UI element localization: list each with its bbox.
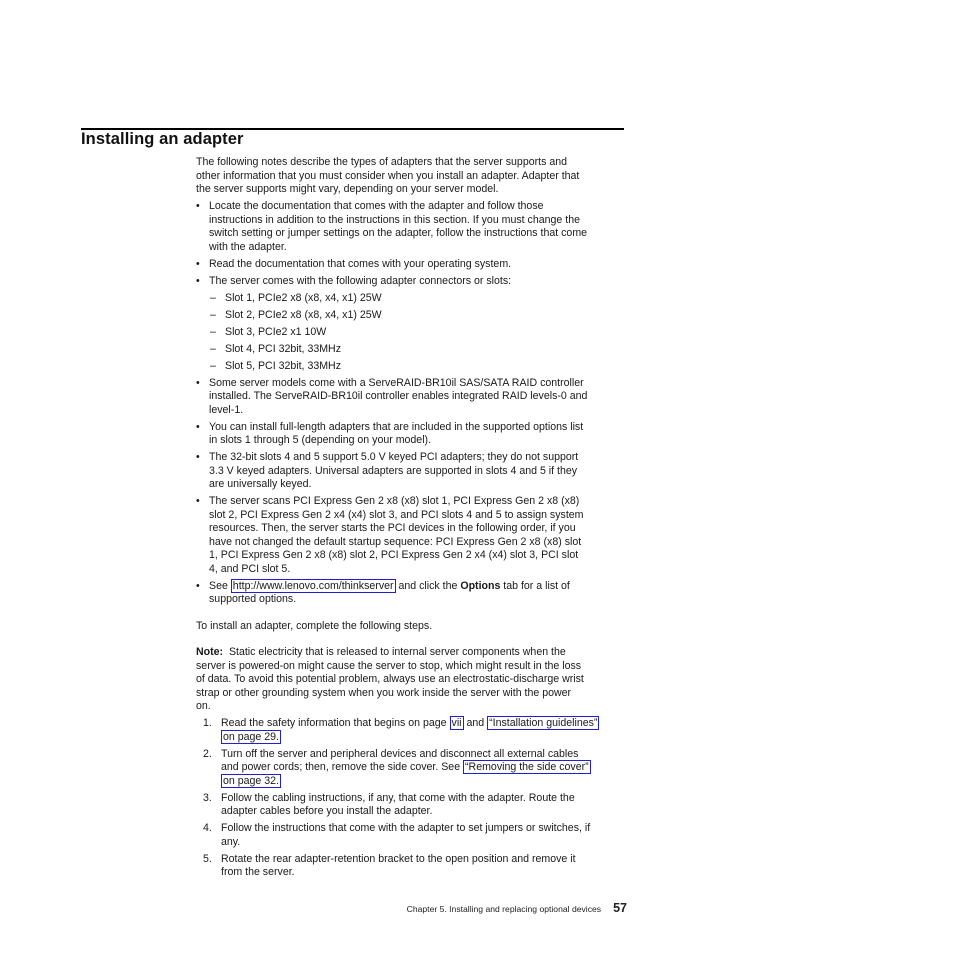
note-paragraph: Note: Static electricity that is released to internal server components when the server is powered-on might cause the server to stop, which might result in the loss of data. To avoid this potential problem, always use an electrostatic-discharge wrist strap or other grounding system when you work inside the server with the power on. xyxy=(196,646,584,712)
thinkserver-link[interactable]: http://www.lenovo.com/thinkserver xyxy=(232,579,394,592)
bullet-icon: • xyxy=(196,495,200,507)
list-item: • The server scans PCI Express Gen 2 x8 (x8) slot 1, PCI Express Gen 2 x8 (x8) slot 2, PCI Express Gen 2 x4 (x4) slot 3, and PCI slots 4 and 5 to assign system resources. Then, the server starts the PCI devices in the following order, if you have not changed the default startup sequence: PCI Express Gen 2 x8 (x8) slot 1, PCI Express Gen 2 x8 (x8) slot 2, PCI Express Gen 2 x4 (x4) slot 3, PCI slot 4, and PCI slot 5. xyxy=(196,495,584,575)
slot-item: – Slot 5, PCI 32bit, 33MHz xyxy=(210,359,341,372)
slot-list xyxy=(209,292,628,374)
options-tab-label: Options xyxy=(460,579,501,592)
section-title: Installing an adapter xyxy=(81,130,244,148)
bullet-icon: • xyxy=(196,257,200,270)
page-number: 57 xyxy=(613,901,627,915)
step-number: 1. xyxy=(203,717,212,729)
removing-side-cover-page-link[interactable]: on page 32. xyxy=(223,774,279,787)
bullet-icon: • xyxy=(196,451,200,463)
bullet-icon: • xyxy=(196,376,200,389)
step-number: 4. xyxy=(203,822,212,834)
step-item: 3. Follow the cabling instructions, if any, that come with the adapter. Route the adapter cables before you install the adapter. xyxy=(203,791,575,817)
steps-list xyxy=(196,717,628,880)
intro-paragraph: The following notes describe the types of adapters that the server supports and other information that you must consider when you install an adapter. Adapter that the server supports might vary, depending on your server model. xyxy=(196,156,580,195)
bullet-icon: • xyxy=(196,579,200,592)
installation-guidelines-page-link[interactable]: on page 29. xyxy=(223,730,279,743)
list-item: • You can install full-length adapters that are included in the supported options list in slots 1 through 5 (depending on your model). xyxy=(196,420,584,446)
dash-icon: – xyxy=(210,342,216,355)
steps-intro: To install an adapter, complete the following steps. xyxy=(196,619,433,632)
list-item: • The server comes with the following adapter connectors or slots: – Slot 1, PCIe2 x8 (x8, x4, x1) 25W – Slot 2, PCIe2 x8 (x8, x4, x1) 25W – Slot 3, PCIe2 x1 10W – Slot 4, PCI 32bit, 33MHz – Slot 5, PCI 32bit, 33MHz xyxy=(196,275,628,374)
list-item: • Read the documentation that comes with your operating system. xyxy=(196,257,512,270)
step-item: 5. Rotate the rear adapter-retention bracket to the open position and remove it from the server. xyxy=(203,852,576,878)
removing-side-cover-link[interactable]: “Removing the side cover” xyxy=(465,761,589,773)
dash-icon: – xyxy=(210,308,216,321)
bullet-icon: • xyxy=(196,200,200,212)
step-item: 4. Follow the instructions that come with the adapter to set jumpers or switches, if any. xyxy=(203,822,591,848)
list-item: • Locate the documentation that comes with the adapter and follow those instructions in addition to the instructions in this section. If you must change the switch setting or jumper settings on the adapter, follow the instructions that come with the adapter. xyxy=(196,200,588,253)
list-item: • See http://www.lenovo.com/thinkserver and click the Options tab for a list of supported options. xyxy=(196,579,570,605)
step-number: 3. xyxy=(203,791,212,804)
dash-icon: – xyxy=(210,325,216,338)
step-item: 2. Turn off the server and peripheral devices and disconnect all external cables and power cords; then, remove the side cover. See “Removing the side cover” on page 32. xyxy=(203,747,589,787)
list-item: • The 32-bit slots 4 and 5 support 5.0 V keyed PCI adapters; they do not support 3.3 V keyed adapters. Universal adapters are supported in slots 4 and 5 if they are universally keyed. xyxy=(196,451,579,490)
step-number: 2. xyxy=(203,747,212,760)
notes-list xyxy=(196,200,628,607)
slot-item: – Slot 4, PCI 32bit, 33MHz xyxy=(210,342,341,355)
dash-icon: – xyxy=(210,359,216,372)
safety-page-link[interactable]: vii xyxy=(451,717,462,729)
page-footer xyxy=(389,901,627,915)
body-text xyxy=(196,156,628,880)
step-number: 5. xyxy=(203,852,212,865)
list-item: • Some server models come with a ServeRAID-BR10il SAS/SATA RAID controller installed. The ServeRAID-BR10il controller enables integrated RAID levels-0 and level-1. xyxy=(196,376,588,416)
installation-guidelines-link[interactable]: “Installation guidelines” xyxy=(489,717,598,729)
bullet-icon: • xyxy=(196,420,200,433)
slot-item: – Slot 2, PCIe2 x8 (x8, x4, x1) 25W xyxy=(210,308,382,321)
slot-item: – Slot 1, PCIe2 x8 (x8, x4, x1) 25W xyxy=(210,291,382,304)
dash-icon: – xyxy=(210,291,216,304)
note-label: Note: xyxy=(196,646,224,658)
chapter-title: Chapter 5. Installing and replacing optional devices xyxy=(406,904,602,914)
bullet-icon: • xyxy=(196,274,200,287)
step-item: 1. Read the safety information that begins on page vii and “Installation guidelines” on page 29. xyxy=(203,717,598,743)
slot-item: – Slot 3, PCIe2 x1 10W xyxy=(210,325,327,338)
